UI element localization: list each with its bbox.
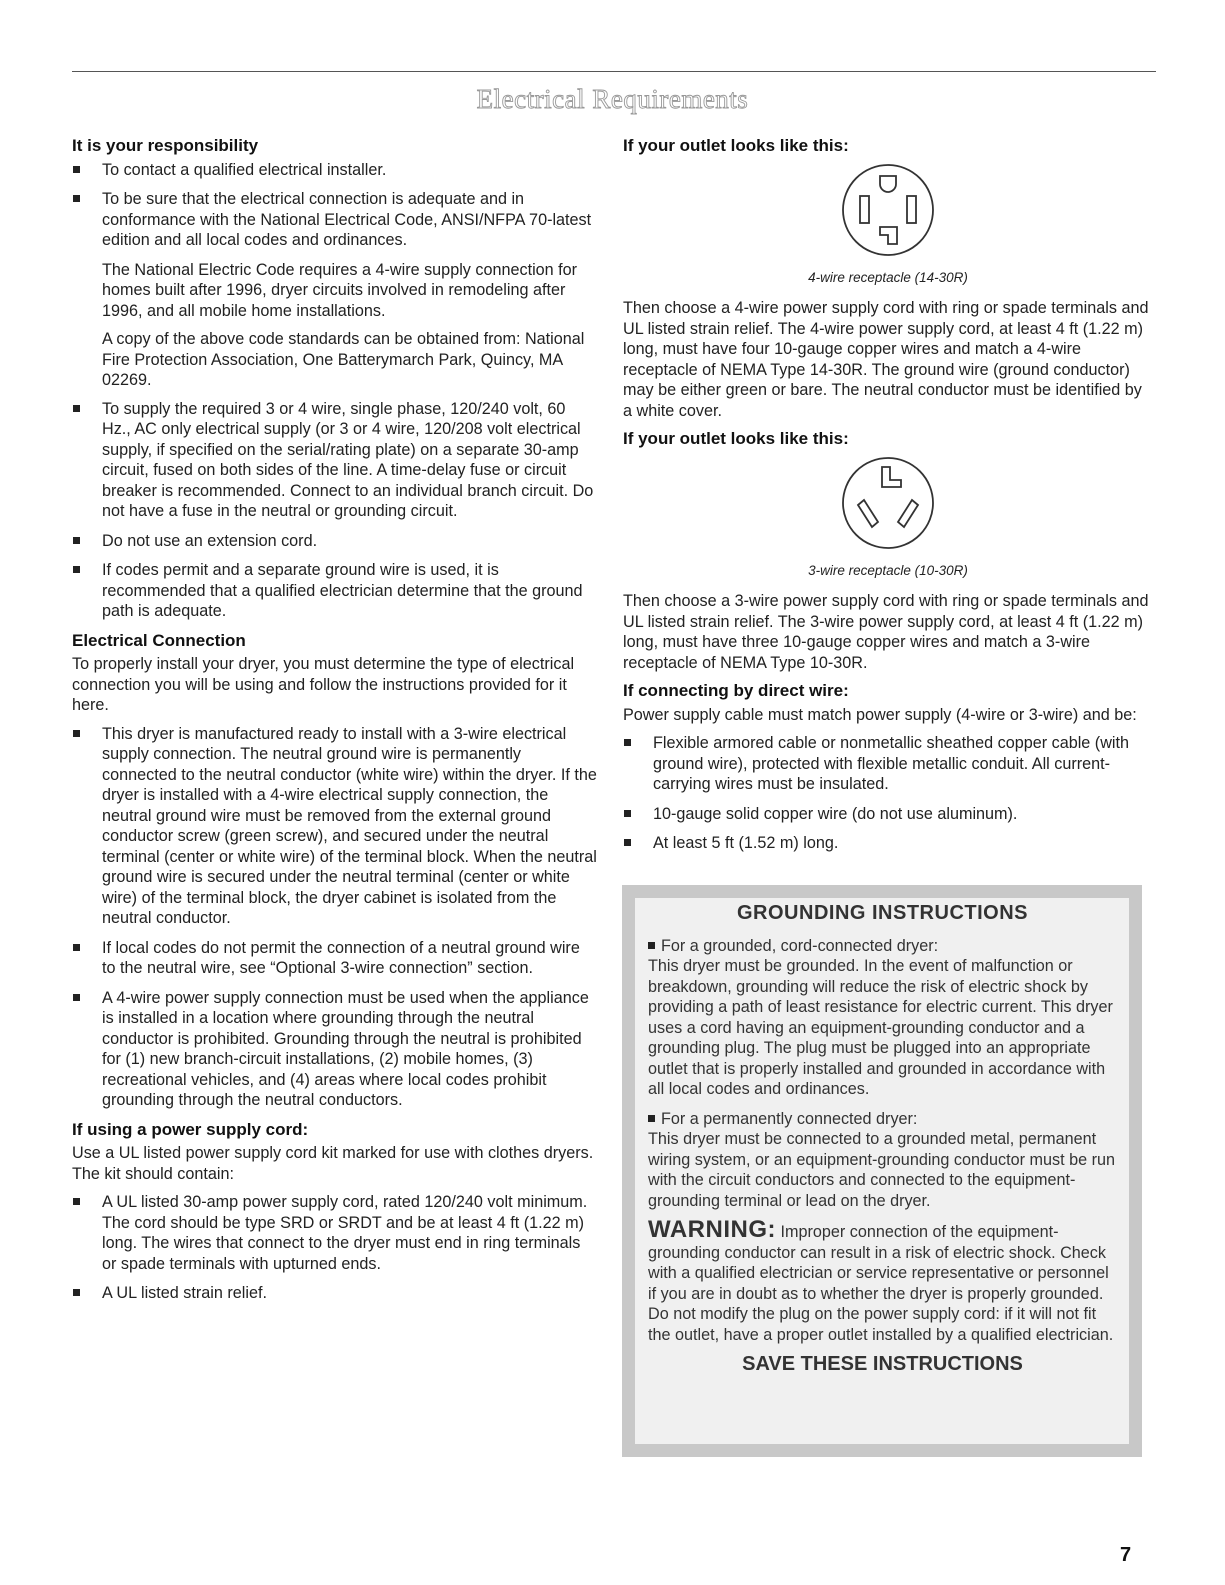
bullet-icon bbox=[73, 537, 80, 544]
bullet-icon bbox=[648, 1115, 655, 1122]
bullet-icon bbox=[73, 1289, 80, 1296]
warning-paragraph bbox=[648, 1216, 1117, 1345]
bullet-icon bbox=[73, 566, 80, 573]
warning-text: Improper connection of the equipment-grounding conductor can result in a risk of electric shock. Check with a qualified electrician or service representative or personnel if you are in doubt as to whether the dryer is properly grounded. Do not modify the plug on the power supply cord: if it will not fit the outlet, have a proper outlet installed by a qualified electrician. bbox=[648, 1223, 1114, 1344]
receptacle-4-wire-figure bbox=[623, 160, 1153, 289]
grounding-title: GROUNDING INSTRUCTIONS bbox=[737, 902, 1028, 924]
direct-wire-intro: Power supply cable must match power supply (4-wire or 3-wire) and be: bbox=[623, 705, 1137, 724]
bullet-icon bbox=[73, 944, 80, 951]
direct-wire-list bbox=[623, 733, 1153, 854]
bullet-icon bbox=[73, 405, 80, 412]
list-item: At least 5 ft (1.52 m) long. bbox=[623, 833, 1153, 854]
bullet-icon bbox=[73, 166, 80, 173]
left-column bbox=[72, 136, 597, 1313]
outlet-heading-4-wire: If your outlet looks like this: bbox=[623, 136, 849, 155]
page-number: 7 bbox=[1120, 1544, 1132, 1566]
four-wire-instructions: Then choose a 4-wire power supply cord with ring or spade terminals and UL listed strain relief. The 4-wire power supply cord, at least 4 ft (1.22 m) long, must have four 10-gauge copper wires and match a 4-wire receptacle of NEMA Type 14-30R. The ground wire (ground conductor) may be either green or bare. The neutral conductor must be identified by a white cover. bbox=[623, 299, 1149, 420]
list-item: A UL listed strain relief. bbox=[72, 1283, 597, 1304]
list-item: Flexible armored cable or nonmetallic sheathed copper cable (with ground wire), protected with flexible metallic conduit. All current-carrying wires must be insulated. bbox=[623, 733, 1153, 795]
bullet-icon bbox=[73, 1198, 80, 1205]
electrical-connection-heading: Electrical Connection bbox=[72, 630, 246, 650]
responsibility-list bbox=[72, 160, 597, 251]
list-item: If codes permit and a separate ground wire is used, it is recommended that a qualified electrician determine that the ground path is adequate. bbox=[72, 560, 597, 622]
power-cord-intro: Use a UL listed power supply cord kit marked for use with clothes dryers. The kit should contain: bbox=[72, 1144, 594, 1183]
list-item: To supply the required 3 or 4 wire, single phase, 120/240 volt, 60 Hz., AC only electrical supply (or 3 or 4 wire, 120/208 volt electrical supply, if specified on the serial/rating plate) on a separate 30-amp circuit, fused on both sides of the line. A time-delay fuse or circuit breaker is recommended. Connect to an individual branch circuit. Do not have a fuse in the neutral or grounding circuit. bbox=[72, 399, 597, 522]
caption-3-wire: 3-wire receptacle (10-30R) bbox=[808, 562, 968, 578]
list-item: To be sure that the electrical connection is adequate and in conformance with the National Electrical Code, ANSI/NFPA 70-latest edition and all local codes and ordinances. bbox=[72, 189, 597, 251]
caption-4-wire: 4-wire receptacle (14-30R) bbox=[808, 269, 968, 285]
list-item: A 4-wire power supply connection must be used when the appliance is installed in a location where grounding through the neutral conductor is prohibited. Grounding through the neutral is prohibited for (1) new branch-circuit installations, (2) mobile homes, (3) recreational vehicles, and (4) areas where local codes prohibit grounding through the neutral conductors. bbox=[72, 988, 597, 1111]
list-item: This dryer is manufactured ready to install with a 3-wire electrical supply connection. The neutral ground wire is permanently connected to the neutral conductor (white wire) within the dryer. If the dryer is installed with a 4-wire electrical supply connection, the neutral ground wire must be removed from the external ground conductor screw (green screw), and secured under the neutral terminal (center or white wire) of the terminal block. When the neutral ground wire is secured under the neutral terminal (center or white wire) of the terminal block, the dryer cabinet is isolated from the neutral conductor. bbox=[72, 724, 597, 929]
cord-kit-list bbox=[72, 1192, 597, 1304]
list-item: Do not use an extension cord. bbox=[72, 531, 597, 552]
direct-wire-heading: If connecting by direct wire: bbox=[623, 681, 849, 700]
bullet-icon bbox=[73, 195, 80, 202]
grounded-cord-connected-item: For a grounded, cord-connected dryer: This dryer must be grounded. In the event of malfunction or breakdown, grounding will reduce the risk of electric shock by providing a path of least resistance for electric current. This dryer uses a cord having an equipment-grounding conductor and a grounding plug. The plug must be plugged into an appropriate outlet that is properly installed and grounded in accordance with all local codes and ordinances. bbox=[648, 936, 1113, 1098]
bullet-icon bbox=[624, 739, 631, 746]
top-rule bbox=[72, 71, 1156, 72]
list-item: A UL listed 30-amp power supply cord, rated 120/240 volt minimum. The cord should be type SRD or SRDT and be at least 4 ft (1.22 m) long. The wires that connect to the dryer must end in ring terminals or spade terminals with upturned ends. bbox=[72, 1192, 597, 1274]
nfpa-address-text: A copy of the above code standards can be obtained from: National Fire Protection Association, One Batterymarch Park, Quincy, MA 02269. bbox=[102, 330, 585, 389]
list-item: If local codes do not permit the connection of a neutral ground wire to the neutral wire, see “Optional 3-wire connection” section. bbox=[72, 938, 597, 979]
bullet-icon bbox=[73, 994, 80, 1001]
responsibility-heading: It is your responsibility bbox=[72, 136, 259, 155]
three-wire-instructions: Then choose a 3-wire power supply cord with ring or spade terminals and UL listed strain relief. The 3-wire power supply cord, at least 4 ft (1.22 m) long, must have three 10-gauge copper wires and match a 3-wire receptacle of NEMA Type 10-30R. bbox=[623, 592, 1149, 672]
bullet-icon bbox=[73, 730, 80, 737]
responsibility-list-continued bbox=[72, 399, 597, 622]
bullet-icon bbox=[624, 839, 631, 846]
bullet-icon bbox=[624, 810, 631, 817]
save-instructions: SAVE THESE INSTRUCTIONS bbox=[742, 1353, 1023, 1375]
list-item: To contact a qualified electrical installer. bbox=[72, 160, 597, 181]
receptacle-3-wire-figure bbox=[623, 453, 1153, 582]
receptacle-3-wire-icon bbox=[838, 453, 938, 553]
bullet-icon bbox=[648, 942, 655, 949]
power-cord-heading: If using a power supply cord: bbox=[72, 1119, 309, 1139]
nec-requirement-text: The National Electric Code requires a 4-wire supply connection for homes built after 1996, dryer circuits involved in remodeling after 1996, and all mobile home installations. bbox=[102, 260, 578, 320]
permanently-connected-item: For a permanently connected dryer: This dryer must be connected to a grounded metal, permanent wiring system, or an equipment-grounding conductor must be run with the circuit conductors and connected to the equipment-grounding terminal or lead on the dryer. bbox=[648, 1109, 1115, 1210]
connection-list bbox=[72, 724, 597, 1111]
outlet-heading-3-wire: If your outlet looks like this: bbox=[623, 429, 849, 448]
page-title: Electrical Requirements bbox=[476, 84, 749, 114]
receptacle-4-wire-icon bbox=[838, 160, 938, 260]
right-column bbox=[623, 136, 1153, 863]
warning-label: WARNING: bbox=[648, 1216, 776, 1243]
electrical-connection-intro: To properly install your dryer, you must determine the type of electrical connection you will be using and follow the instructions provided for it here. bbox=[72, 655, 575, 714]
grounding-instructions-box bbox=[622, 885, 1142, 1457]
list-item: 10-gauge solid copper wire (do not use aluminum). bbox=[623, 804, 1153, 825]
